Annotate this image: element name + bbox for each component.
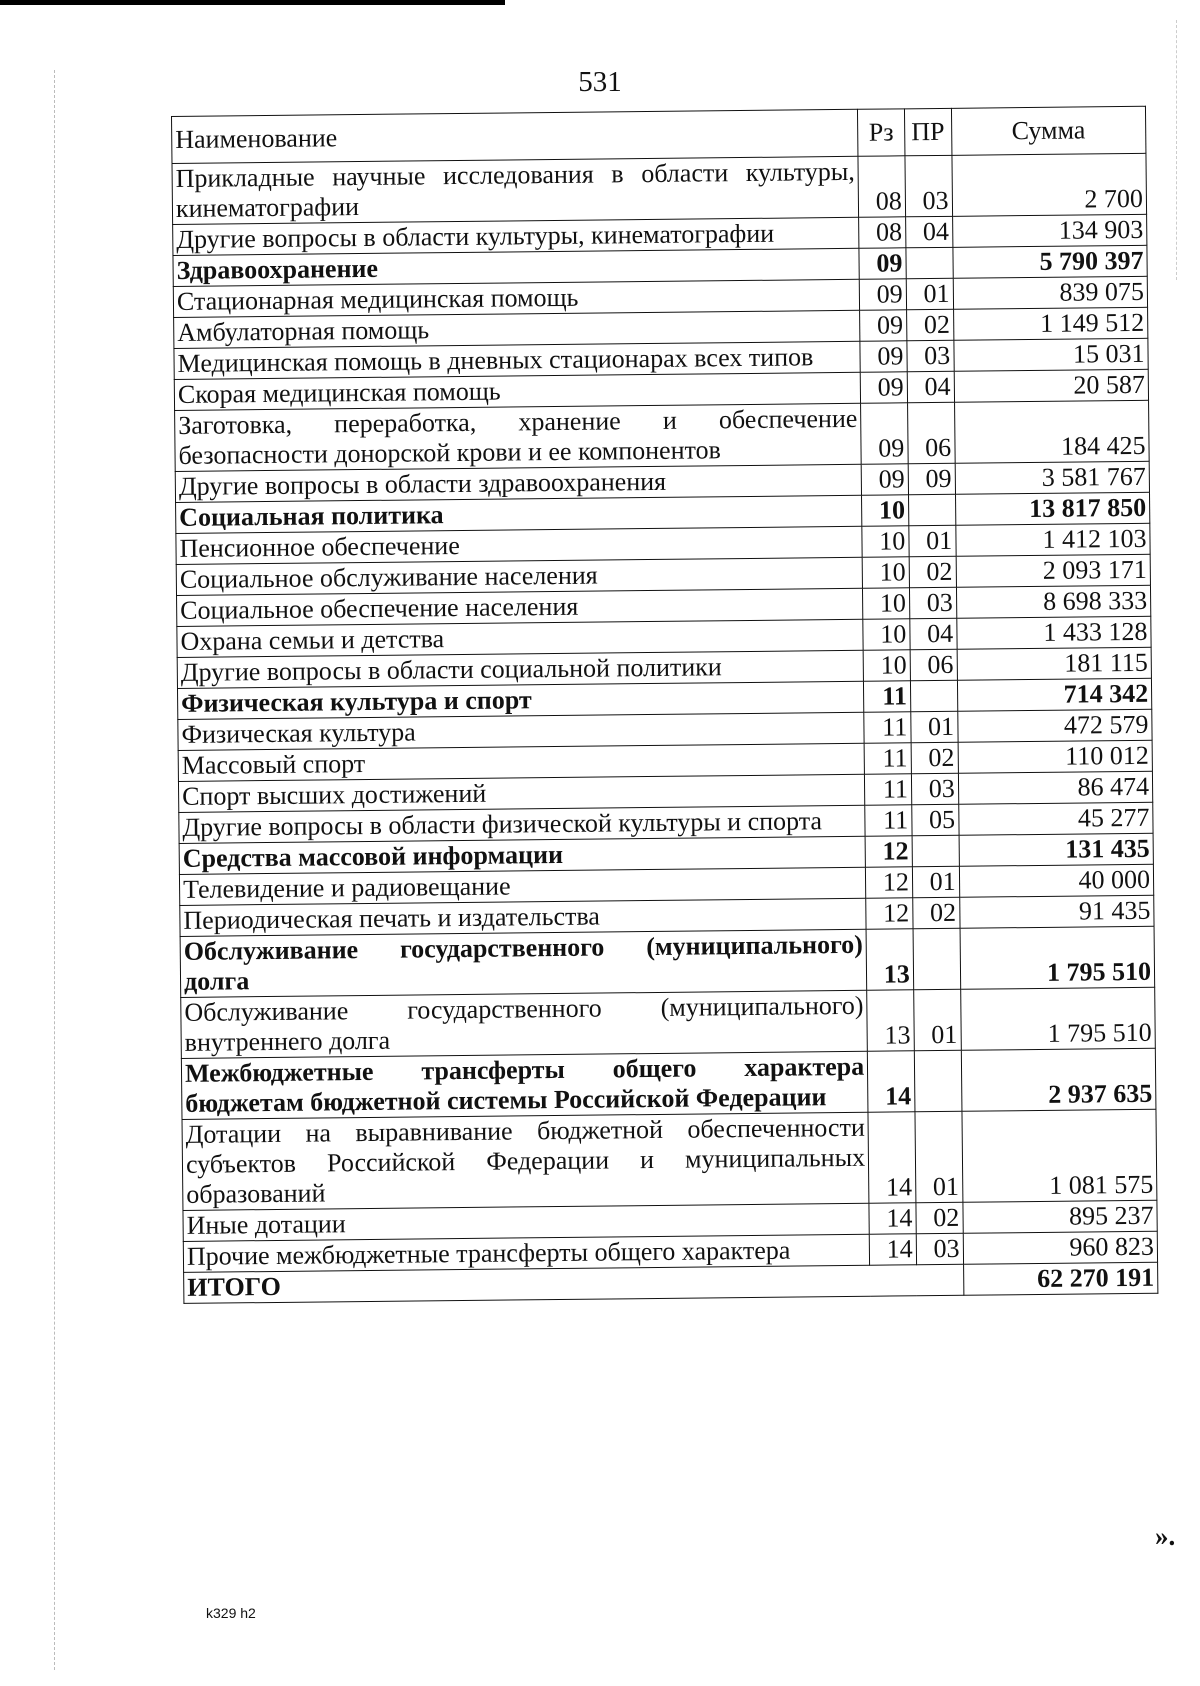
- row-name: Социальное обслуживание населения: [176, 557, 862, 595]
- row-name: Обслуживание государственного (муниципального) внутреннего долга: [181, 990, 868, 1058]
- row-pr: [914, 1050, 961, 1111]
- row-sum: 45 277: [958, 802, 1153, 835]
- table-row: [182, 1109, 1157, 1210]
- row-rz: 09: [860, 341, 907, 372]
- row-name: Другие вопросы в области культуры, кинематографии: [173, 217, 859, 255]
- row-sum: 40 000: [959, 864, 1154, 897]
- row-pr: 03: [905, 155, 952, 216]
- row-name: Заготовка, переработка, хранение и обеспечение безопасности донорской крови и ее компонентов: [175, 403, 862, 471]
- row-rz: 14: [869, 1234, 916, 1265]
- row-sum: 1 412 103: [955, 523, 1150, 556]
- row-sum: 960 823: [963, 1231, 1158, 1264]
- row-name: Стационарная медицинская помощь: [173, 279, 859, 317]
- row-sum: 5 790 397: [953, 245, 1148, 278]
- row-sum: 2 700: [952, 153, 1147, 216]
- table-row: [172, 153, 1147, 224]
- row-name: Медицинская помощь в дневных стационарах всех типов: [174, 341, 860, 379]
- header-name: Наименование: [172, 109, 859, 163]
- row-rz: 09: [860, 310, 907, 341]
- row-rz: 10: [862, 526, 909, 557]
- row-pr: 02: [916, 1202, 963, 1233]
- row-sum: 13 817 850: [955, 492, 1150, 525]
- row-rz: 13: [867, 990, 914, 1051]
- row-sum: 134 903: [952, 214, 1147, 247]
- row-rz: 09: [859, 248, 906, 279]
- row-pr: 01: [914, 989, 961, 1050]
- row-rz: 09: [859, 279, 906, 310]
- row-rz: 10: [862, 557, 909, 588]
- row-rz: 13: [866, 929, 913, 990]
- header-rz: Рз: [858, 109, 905, 156]
- row-sum: 15 031: [954, 338, 1149, 371]
- row-sum: 895 237: [963, 1200, 1158, 1233]
- row-name: Физическая культура: [178, 712, 864, 750]
- header-sum: Сумма: [951, 106, 1146, 155]
- row-rz: 12: [866, 867, 913, 898]
- row-pr: 05: [912, 804, 959, 835]
- row-rz: 11: [864, 743, 911, 774]
- scan-edge-right: [1176, 20, 1177, 280]
- row-pr: [912, 835, 959, 866]
- row-name: Иные дотации: [183, 1203, 869, 1241]
- row-rz: 11: [865, 774, 912, 805]
- row-rz: 09: [861, 464, 908, 495]
- row-pr: 06: [910, 649, 957, 680]
- row-rz: 09: [861, 403, 908, 464]
- row-pr: 03: [907, 340, 954, 371]
- total-sum: 62 270 191: [963, 1262, 1158, 1295]
- row-name: Скорая медицинская помощь: [174, 372, 860, 410]
- row-pr: 01: [915, 1111, 963, 1202]
- row-pr: 03: [909, 587, 956, 618]
- row-name: Пенсионное обеспечение: [176, 526, 862, 564]
- row-rz: 12: [865, 836, 912, 867]
- row-sum: 181 115: [957, 647, 1152, 680]
- row-rz: 10: [863, 588, 910, 619]
- row-pr: [906, 247, 953, 278]
- row-sum: 1 433 128: [956, 616, 1151, 649]
- row-sum: 110 012: [958, 740, 1153, 773]
- row-pr: 01: [906, 278, 953, 309]
- row-name: Физическая культура и спорт: [177, 681, 863, 719]
- row-name: Социальная политика: [176, 495, 862, 533]
- row-pr: 01: [909, 525, 956, 556]
- row-pr: 02: [909, 556, 956, 587]
- row-rz: 14: [868, 1112, 916, 1203]
- row-pr: 02: [913, 897, 960, 928]
- row-name: Средства массовой информации: [179, 836, 865, 874]
- row-pr: [913, 928, 960, 989]
- row-sum: 839 075: [953, 276, 1148, 309]
- row-pr: 04: [905, 216, 952, 247]
- row-sum: 20 587: [954, 369, 1149, 402]
- row-rz: 11: [865, 805, 912, 836]
- row-pr: 09: [908, 463, 955, 494]
- row-pr: 06: [907, 402, 954, 463]
- row-pr: 01: [911, 711, 958, 742]
- row-name: Другие вопросы в области здравоохранения: [175, 464, 861, 502]
- row-sum: 714 342: [957, 678, 1152, 711]
- row-sum: 2 093 171: [956, 554, 1151, 587]
- row-pr: [910, 680, 957, 711]
- row-name: Амбулаторная помощь: [174, 310, 860, 348]
- row-pr: 03: [911, 773, 958, 804]
- row-name: Массовый спорт: [178, 743, 864, 781]
- total-label: ИТОГО: [184, 1264, 964, 1303]
- row-rz: 08: [859, 217, 906, 248]
- row-rz: 14: [867, 1051, 914, 1112]
- row-name: Межбюджетные трансферты общего характера бюджетам бюджетной системы Российской Федерации: [181, 1051, 868, 1119]
- scan-edge-left: [54, 70, 55, 1670]
- row-rz: 11: [864, 681, 911, 712]
- row-sum: 1 795 510: [960, 926, 1155, 989]
- table-row: [180, 926, 1155, 997]
- row-name: Прикладные научные исследования в области культуры, кинематографии: [172, 156, 859, 224]
- budget-table: [171, 106, 1158, 1304]
- row-sum: 8 698 333: [956, 585, 1151, 618]
- row-rz: 10: [863, 619, 910, 650]
- row-name: Телевидение и радиовещание: [179, 867, 865, 905]
- row-rz: 10: [862, 495, 909, 526]
- footer-code: k329 h2: [206, 1605, 256, 1621]
- row-name: Охрана семьи и детства: [177, 619, 863, 657]
- row-pr: 01: [912, 866, 959, 897]
- row-sum: 91 435: [959, 895, 1154, 928]
- row-name: Здравоохранение: [173, 248, 859, 286]
- row-name: Периодическая печать и издательства: [180, 898, 866, 936]
- row-rz: 08: [858, 156, 905, 217]
- row-sum: 472 579: [957, 709, 1152, 742]
- table-row: [181, 1048, 1156, 1119]
- page-number: 531: [578, 66, 622, 98]
- row-name: Спорт высших достижений: [178, 774, 864, 812]
- row-sum: 1 081 575: [962, 1109, 1157, 1202]
- row-pr: 03: [916, 1233, 963, 1264]
- row-rz: 09: [860, 372, 907, 403]
- row-name: Дотации на выравнивание бюджетной обеспеченности субъектов Российской Федерации и муниципальных образований: [182, 1112, 869, 1210]
- row-rz: 10: [863, 650, 910, 681]
- row-sum: 2 937 635: [961, 1048, 1156, 1111]
- table-row: [181, 987, 1156, 1058]
- table-row: [175, 400, 1150, 471]
- row-sum: 131 435: [959, 833, 1154, 866]
- row-sum: 184 425: [954, 400, 1149, 463]
- row-name: Социальное обеспечение населения: [177, 588, 863, 626]
- closing-quote-mark: ».: [1155, 1521, 1176, 1551]
- row-sum: 1 795 510: [960, 987, 1155, 1050]
- row-pr: 04: [910, 618, 957, 649]
- row-name: Другие вопросы в области физической культуры и спорта: [179, 805, 865, 843]
- row-name: Прочие межбюджетные трансферты общего характера: [183, 1234, 869, 1272]
- row-rz: 12: [866, 898, 913, 929]
- row-rz: 14: [869, 1203, 916, 1234]
- row-sum: 1 149 512: [953, 307, 1148, 340]
- row-pr: 02: [911, 742, 958, 773]
- row-pr: [908, 494, 955, 525]
- row-sum: 86 474: [958, 771, 1153, 804]
- header-pr: ПР: [904, 108, 951, 155]
- row-pr: 02: [906, 309, 953, 340]
- row-sum: 3 581 767: [955, 461, 1150, 494]
- top-rule: [0, 0, 505, 5]
- row-rz: 11: [864, 712, 911, 743]
- row-name: Обслуживание государственного (муниципального) долга: [180, 929, 867, 997]
- row-name: Другие вопросы в области социальной политики: [177, 650, 863, 688]
- table-body: [172, 153, 1158, 1272]
- row-pr: 04: [907, 371, 954, 402]
